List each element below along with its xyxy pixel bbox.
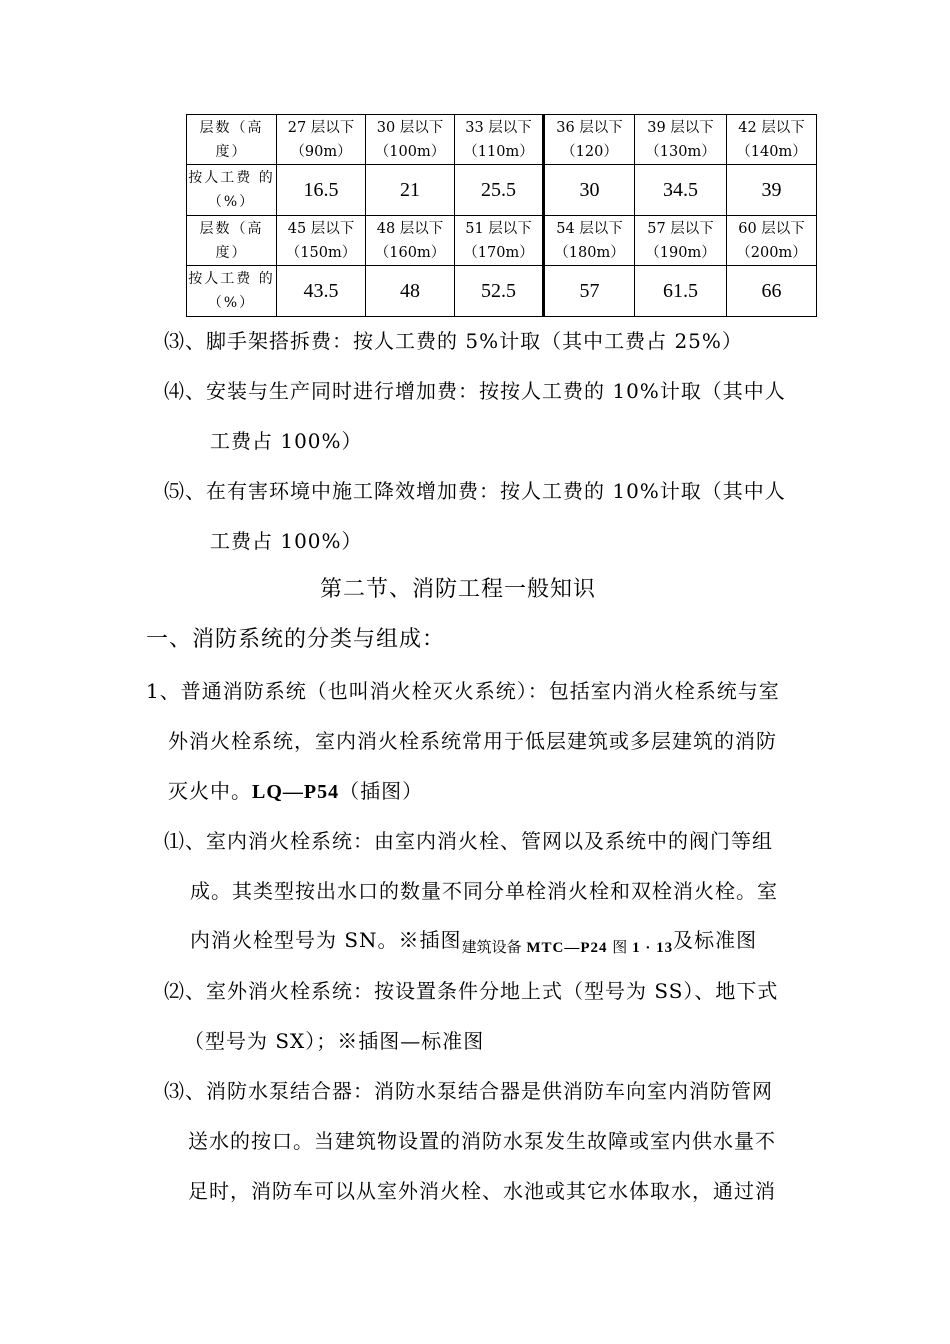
table-row xyxy=(187,216,817,266)
value-cell: 48 xyxy=(366,266,455,317)
value-cell: 21 xyxy=(366,165,455,216)
para-1-line-2: 外消火栓系统，室内消火栓系统常用于低层建筑或多层建筑的消防 xyxy=(168,729,777,753)
sub-3-line-2: 送水的按口。当建筑物设置的消防水泵发生故障或室内供水量不 xyxy=(188,1129,776,1153)
figure-reference: LQ—P54 xyxy=(252,781,340,803)
header-cell: 36 层以下（120） xyxy=(544,115,635,165)
value-cell: 43.5 xyxy=(277,266,366,317)
sub-3-line-1: ⑶、消防水泵结合器：消防水泵结合器是供消防车向室内消防管网 xyxy=(164,1079,773,1103)
item-4-line-2: 工费占 100%） xyxy=(210,429,363,453)
value-cell: 52.5 xyxy=(455,266,544,317)
header-cell: 33 层以下（110m） xyxy=(455,115,544,165)
header-cell: 42 层以下（140m） xyxy=(727,115,817,165)
sub-1-line-2: 成。其类型按出水口的数量不同分单栓消火栓和双栓消火栓。室 xyxy=(190,879,778,903)
value-cell: 57 xyxy=(544,266,635,317)
value-cell: 16.5 xyxy=(277,165,366,216)
figure-reference: MTC—P24 xyxy=(526,940,608,956)
header-cell: 45 层以下（150m） xyxy=(277,216,366,266)
heading-classification: 一、消防系统的分类与组成： xyxy=(146,627,446,652)
row-label-rate: 按人工费 的（%） xyxy=(187,165,277,216)
section-title: 第二节、消防工程一般知识 xyxy=(320,577,597,602)
row-label-floors: 层数（高 度） xyxy=(187,115,277,165)
labor-rate-table xyxy=(186,114,817,317)
item-4-line-1: ⑷、安装与生产同时进行增加费：按按人工费的 10%计取（其中人 xyxy=(164,379,786,403)
para-1-line-1: 1、普通消防系统（也叫消火栓灭火系统）：包括室内消火栓系统与室 xyxy=(146,679,780,703)
value-cell: 66 xyxy=(727,266,817,317)
item-3-scaffold-fee: ⑶、脚手架搭拆费：按人工费的 5%计取（其中工费占 25%） xyxy=(164,329,743,353)
header-cell: 30 层以下（100m） xyxy=(366,115,455,165)
value-cell: 39 xyxy=(727,165,817,216)
sub-3-line-3: 足时，消防车可以从室外消火栓、水池或其它水体取水，通过消 xyxy=(188,1179,776,1203)
value-cell: 30 xyxy=(544,165,635,216)
header-cell: 39 层以下（130m） xyxy=(635,115,727,165)
sub-2-line-2: （型号为 SX）；※插图—标准图 xyxy=(184,1029,485,1053)
table-row xyxy=(187,165,817,216)
sub-1-line-1: ⑴、室内消火栓系统：由室内消火栓、管网以及系统中的阀门等组 xyxy=(164,829,773,853)
para-1-line-3: 灭火中。LQ—P54（插图） xyxy=(168,779,424,803)
header-cell: 54 层以下（180m） xyxy=(544,216,635,266)
table-row xyxy=(187,266,817,317)
header-cell: 48 层以下（160m） xyxy=(366,216,455,266)
value-cell: 25.5 xyxy=(455,165,544,216)
header-cell: 51 层以下（170m） xyxy=(455,216,544,266)
row-label-floors: 层数（高 度） xyxy=(187,216,277,266)
value-cell: 61.5 xyxy=(635,266,727,317)
value-cell: 34.5 xyxy=(635,165,727,216)
item-5-line-1: ⑸、在有害环境中施工降效增加费：按人工费的 10%计取（其中人 xyxy=(164,479,786,503)
header-cell: 27 层以下（90m） xyxy=(277,115,366,165)
table-row xyxy=(187,115,817,165)
sub-1-line-3: 内消火栓型号为 SN。※插图$_{建筑设备}$ $_{MTC—P24}$ $_图$ $_{1 \cdot 13}$及标准图 xyxy=(190,928,758,956)
sub-2-line-1: ⑵、室外消火栓系统：按设置条件分地上式（型号为 SS）、地下式 xyxy=(164,979,779,1003)
header-cell: 60 层以下（200m） xyxy=(727,216,817,266)
item-5-line-2: 工费占 100%） xyxy=(210,529,363,553)
row-label-rate: 按人工费 的（%） xyxy=(187,266,277,317)
header-cell: 57 层以下（190m） xyxy=(635,216,727,266)
